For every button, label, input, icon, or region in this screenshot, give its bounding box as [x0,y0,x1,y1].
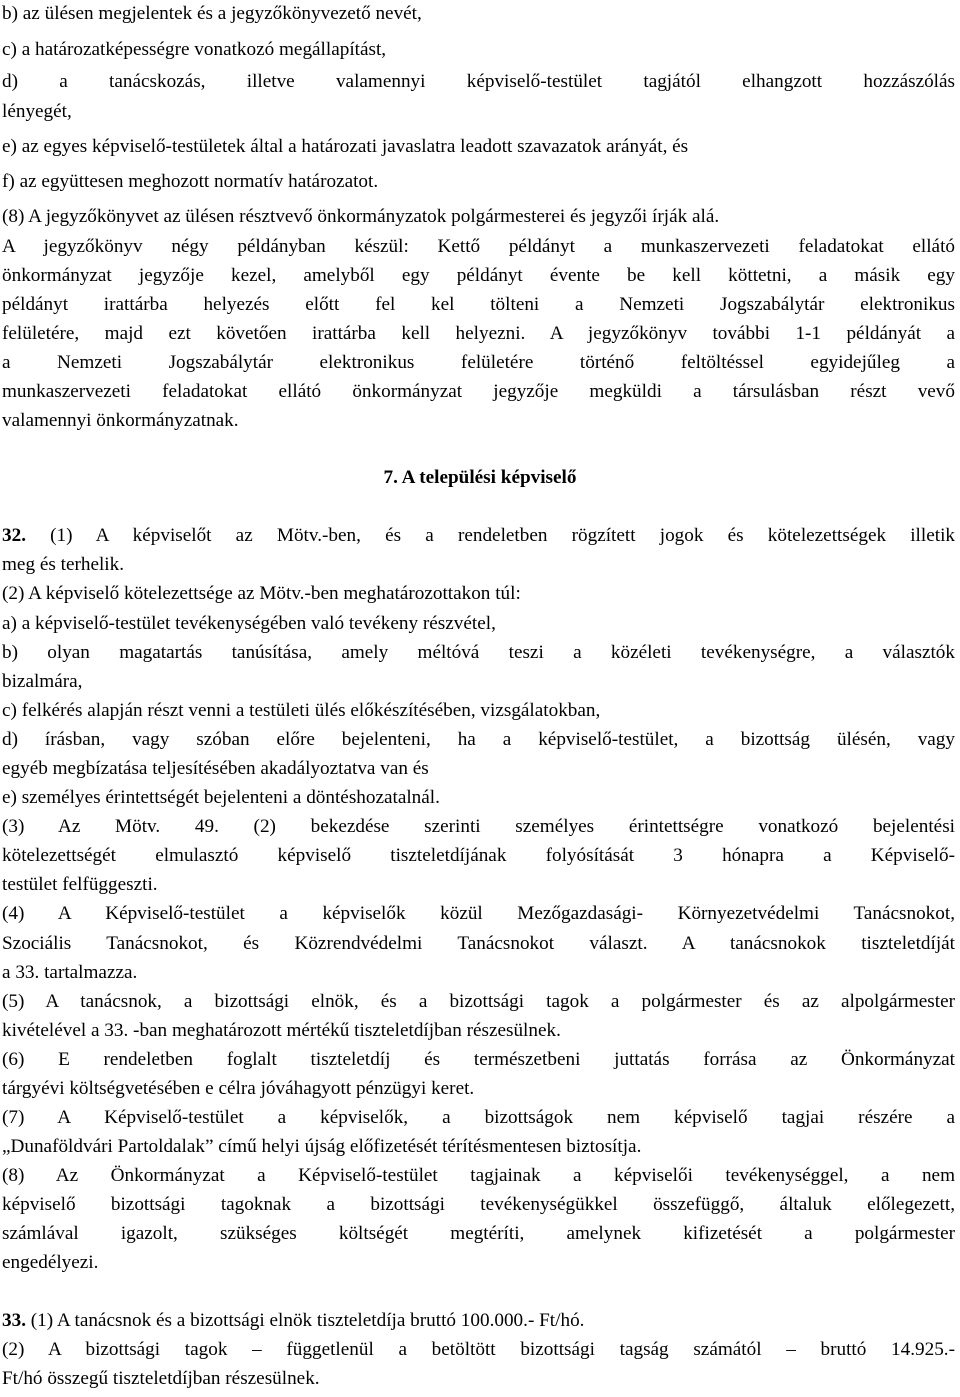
paragraph-text: (1) A tanácsnok és a bizottsági elnök tiszteletdíja bruttó 100.000.- Ft/hó. [30,1310,585,1331]
text-line: munkaszervezeti feladatokat ellátó önkormányzat jegyzője megküldi a társulásban részt vevő [2,381,955,402]
section-number: 33. [2,1310,26,1331]
text-line: testület felfüggeszti. [2,874,158,895]
paragraph-line [2,526,955,545]
text-line: (2) A képviselő kötelezettsége az Mötv.-ben meghatározottakon túl: [2,583,521,604]
text-line: a) a képviselő-testület tevékenységében való tevékeny részvétel, [2,613,496,634]
text-line: valamennyi önkormányzatnak. [2,410,239,431]
section-heading: 7. A települési képviselő [383,467,577,488]
text-line: (7) A Képviselő-testület a képviselők, a bizottságok nem képviselő tagjai részére a [2,1107,955,1128]
text-line: d) írásban, vagy szóban előre bejelenteni, ha a képviselő-testület, a bizottság ülésén, vagy [2,729,955,750]
paragraph-line [2,1311,584,1330]
text-line: engedélyezi. [2,1252,99,1273]
text-line: számlával igazolt, szükséges költségét megtéríti, amelynek kifizetését a polgármester [2,1223,955,1244]
text-line: d) a tanácskozás, illetve valamennyi képviselő-testület tagjától elhangzott hozzászólás [2,71,955,92]
text-line: (8) Az Önkormányzat a Képviselő-testület tagjainak a képviselői tevékenységgel, a nem [2,1165,955,1186]
text-line: példányt irattárba helyezés előtt fel kel tölteni a Nemzeti Jogszabálytár elektronikus [2,294,955,315]
text-line: (8) A jegyzőkönyvet az ülésen résztvevő önkormányzatok polgármesterei és jegyzői írják alá. [2,206,720,227]
section-number: 32. [2,525,26,546]
text-line: f) az együttesen meghozott normatív határozatot. [2,171,379,192]
text-line: (3) Az Mötv. 49. (2) bekezdése szerinti személyes érintettségre vonatkozó bejelentési [2,816,955,837]
text-line: b) az ülésen megjelentek és a jegyzőkönyvezető nevét, [2,3,422,24]
text-line: lényegét, [2,101,72,122]
text-line: a Nemzeti Jogszabálytár elektronikus felületére történő feltöltéssel egyidejűleg a [2,352,955,373]
text-line: e) személyes érintettségét bejelenteni a döntéshozatalnál. [2,787,440,808]
text-line: e) az egyes képviselő-testületek által a határozati javaslatra leadott szavazatok arányát, és [2,136,689,157]
text-line: felületére, majd ezt követően irattárba kell helyezni. A jegyzőkönyv további 1-1 példányát a [2,323,955,344]
text-line: c) a határozatképességre vonatkozó megállapítást, [2,39,387,60]
text-line: „Dunaföldvári Partoldalak” című helyi újság előfizetését térítésmentesen biztosítja. [2,1136,642,1157]
paragraph-text: (1) A képviselőt az Mötv.-ben, és a rendeletben rögzített jogok és kötelezettségek illetik [50,525,955,546]
text-line: (2) A bizottsági tagok – függetlenül a betöltött bizottsági tagság számától – bruttó 14.925.- [2,1339,955,1360]
text-line: önkormányzat jegyzője kezel, amelyből egy példányt évente be kell köttetni, a másik egy [2,265,955,286]
text-line: A jegyzőkönyv négy példányban készül: Kettő példányt a munkaszervezeti feladatokat ellátó [2,236,955,257]
text-line: tárgyévi költségvetésében e célra jóváhagyott pénzügyi keret. [2,1078,475,1099]
text-line: (5) A tanácsnok, a bizottsági elnök, és a bizottsági tagok a polgármester és az alpolgármester [2,991,955,1012]
text-line: (4) A Képviselő-testület a képviselők közül Mezőgazdasági- Környezetvédelmi Tanácsnokot, [2,903,955,924]
text-line: c) felkérés alapján részt venni a testületi ülés előkészítésében, vizsgálatokban, [2,700,601,721]
text-line: egyéb megbízatása teljesítésében akadályoztatva van és [2,758,429,779]
text-line: Ft/hó összegű tiszteletdíjban részesülnek. [2,1368,320,1389]
text-line: a 33. tartalmazza. [2,962,138,983]
text-line: Szociális Tanácsnokot, és Közrendvédelmi Tanácsnokot választ. A tanácsnokok tiszteletdíját [2,933,955,954]
text-line: meg és terhelik. [2,554,125,575]
text-line: (6) E rendeletben foglalt tiszteletdíj és természetbeni juttatás forrása az Önkormányzat [2,1049,955,1070]
text-line: kivételével a 33. -ban meghatározott mértékű tiszteletdíjban részesülnek. [2,1020,561,1041]
text-line: kötelezettségét elmulasztó képviselő tiszteletdíjának folyósítását 3 hónapra a Képviselő- [2,845,955,866]
text-line: képviselő bizottsági tagoknak a bizottsági tevékenységükkel összefüggő, általuk előlegezett, [2,1194,955,1215]
text-line: b) olyan magatartás tanúsítása, amely méltóvá teszi a közéleti tevékenységre, a választók [2,642,955,663]
text-line: bizalmára, [2,671,83,692]
